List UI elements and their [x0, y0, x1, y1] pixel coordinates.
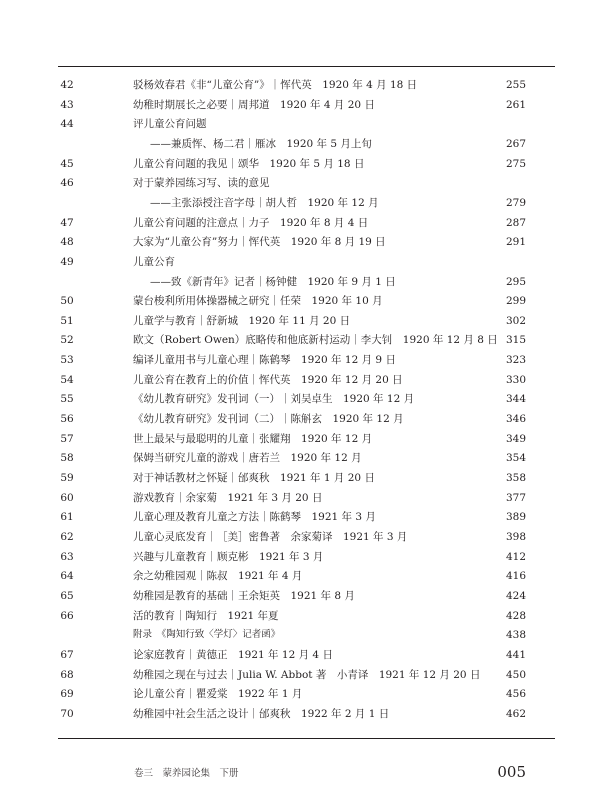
entry-page: 412 — [505, 550, 526, 563]
footer-page-number: 005 — [497, 763, 526, 781]
toc-entry — [0, 115, 613, 133]
toc-entry — [0, 351, 613, 369]
entry-number: 47 — [60, 216, 74, 229]
toc-entry — [0, 449, 613, 467]
entry-page: 275 — [505, 157, 526, 170]
entry-title: 驳杨效春君《非“儿童公育”》｜恽代英 1920 年 4 月 18 日 — [133, 79, 418, 91]
entry-page: 330 — [505, 373, 526, 386]
entry-number: 66 — [60, 609, 74, 622]
entry-page: 267 — [505, 137, 526, 150]
entry-title: 大家为“儿童公育”努力｜恽代英 1920 年 8 月 19 日 — [133, 236, 386, 249]
entry-page: 441 — [505, 648, 526, 661]
toc-entry — [0, 567, 613, 585]
entry-page: 279 — [505, 196, 526, 209]
toc-entry — [0, 626, 613, 644]
entry-number: 53 — [60, 354, 74, 367]
entry-number: 49 — [60, 255, 74, 268]
entry-page: 389 — [505, 511, 526, 524]
entry-title: 对于神话教材之怀疑｜邰爽秋 1921 年 1 月 20 日 — [133, 472, 375, 484]
toc-entry — [0, 155, 613, 173]
entry-number: 61 — [60, 511, 74, 524]
toc-entry — [0, 214, 613, 232]
entry-page: 323 — [505, 354, 526, 367]
entry-page: 456 — [505, 688, 526, 701]
entry-number: 42 — [60, 79, 74, 91]
entry-number: 70 — [60, 707, 74, 720]
entry-number: 45 — [60, 157, 74, 170]
entry-title: 游戏教育｜余家菊 1921 年 3 月 20 日 — [133, 491, 323, 504]
entry-page: 291 — [505, 236, 526, 249]
toc-entry — [0, 292, 613, 310]
entry-number: 68 — [60, 668, 74, 681]
toc-entry — [0, 705, 613, 723]
entry-number: 59 — [60, 472, 74, 484]
entry-title: 儿童学与教育｜舒新城 1920 年 11 月 20 日 — [133, 314, 351, 327]
entry-title: 蒙台梭利所用体操器械之研究｜任荣 1920 年 10 月 — [133, 295, 383, 308]
entry-number: 56 — [60, 413, 74, 426]
entry-title: 儿童公育 — [133, 255, 175, 268]
entry-title: 世上最呆与最聪明的儿童｜张耀翔 1920 年 12 月 — [133, 432, 373, 445]
entry-page: 349 — [505, 432, 526, 445]
entry-title: 儿童心灵底发育｜［美］密鲁著 余家菊译 1921 年 3 月 — [133, 530, 408, 543]
entry-page: 315 — [505, 334, 526, 347]
entry-title: 儿童公育问题的我见｜颂华 1920 年 5 月 18 日 — [133, 157, 365, 170]
entry-title: 评儿童公育问题 — [133, 118, 207, 131]
entry-title: 对于蒙养园练习写、读的意见 — [133, 177, 270, 190]
toc-entry — [0, 489, 613, 507]
toc-entry — [0, 646, 613, 664]
entry-number: 48 — [60, 236, 74, 249]
entry-title: 《幼儿教育研究》发刊词（一）｜刘吴卓生 1920 年 12 月 — [133, 393, 415, 406]
entry-number: 43 — [60, 98, 74, 111]
entry-page: 398 — [505, 530, 526, 543]
entry-page: 344 — [505, 393, 526, 406]
bottom-rule — [58, 738, 555, 739]
toc-entry — [0, 76, 613, 94]
toc-entry — [0, 96, 613, 114]
entry-number: 52 — [60, 334, 74, 347]
entry-title: 欧文（Robert Owen）底略传和他底新村运动｜李大钊 1920 年 12 月 8 日 — [133, 334, 498, 347]
entry-page: 438 — [505, 629, 526, 642]
entry-number: 54 — [60, 373, 74, 386]
entry-page: 261 — [505, 98, 526, 111]
entry-title: 保姆当研究儿童的游戏｜唐若兰 1920 年 12 月 — [133, 452, 362, 465]
entry-number: 57 — [60, 432, 74, 445]
entry-page: 354 — [505, 452, 526, 465]
entry-number: 63 — [60, 550, 74, 563]
entry-page: 424 — [505, 589, 526, 602]
entry-page: 346 — [505, 413, 526, 426]
toc-entry — [0, 430, 613, 448]
entry-number: 51 — [60, 314, 74, 327]
entry-title: 兴趣与儿童教育｜顾克彬 1921 年 3 月 — [133, 550, 324, 563]
entry-subtitle: ——兼质恽、杨二君｜雁冰 1920 年 5 月上旬 — [150, 137, 372, 150]
toc-entry — [0, 135, 613, 153]
footer-volume-title: 卷三 蒙养园论集 下册 — [134, 768, 239, 779]
entry-subtitle: ——主张添授注音字母｜胡人哲 1920 年 12 月 — [150, 196, 379, 209]
toc-entry — [0, 607, 613, 625]
toc-entry — [0, 685, 613, 703]
entry-title: 儿童心理及教育儿童之方法｜陈鹤琴 1921 年 3 月 — [133, 511, 376, 524]
toc-entry — [0, 528, 613, 546]
entry-title: 编译儿童用书与儿童心理｜陈鹤琴 1920 年 12 月 9 日 — [133, 354, 396, 367]
entry-number: 58 — [60, 452, 74, 465]
entry-page: 302 — [505, 314, 526, 327]
toc-entry — [0, 508, 613, 526]
top-rule — [58, 66, 555, 67]
entry-page: 295 — [505, 275, 526, 288]
entry-title: 附录 《陶知行致〈学灯〉记者函》 — [133, 629, 281, 641]
toc-entry — [0, 548, 613, 566]
entry-title: 幼稚园是教育的基础｜王余矩英 1921 年 8 月 — [133, 589, 355, 602]
entry-title: 幼稚园之现在与过去｜Julia W. Abbot 著 小青译 1921 年 12 月 20 日 — [133, 668, 481, 681]
toc-entry — [0, 371, 613, 389]
entry-title: 论家庭教育｜黄德正 1921 年 12 月 4 日 — [133, 648, 333, 661]
toc-entry — [0, 273, 613, 291]
entry-number: 60 — [60, 491, 74, 504]
entry-title: 儿童公育问题的注意点｜力子 1920 年 8 月 4 日 — [133, 216, 369, 229]
toc-entry — [0, 233, 613, 251]
entry-number: 44 — [60, 118, 74, 131]
entry-page: 450 — [505, 668, 526, 681]
entry-page: 428 — [505, 609, 526, 622]
entry-number: 67 — [60, 648, 74, 661]
entry-page: 299 — [505, 295, 526, 308]
entry-title: 活的教育｜陶知行 1921 年夏 — [133, 609, 279, 622]
toc-entry — [0, 666, 613, 684]
entry-page: 377 — [505, 491, 526, 504]
entry-number: 55 — [60, 393, 74, 406]
entry-subtitle: ——致《新青年》记者｜杨钟健 1920 年 9 月 1 日 — [150, 275, 396, 288]
entry-title: 《幼儿教育研究》发刊词（二）｜陈斛玄 1920 年 12 月 — [133, 413, 404, 426]
toc-entry — [0, 331, 613, 349]
entry-number: 50 — [60, 295, 74, 308]
entry-number: 65 — [60, 589, 74, 602]
entry-number: 62 — [60, 530, 74, 543]
toc-entry — [0, 174, 613, 192]
entry-title: 幼稚时期展长之必要｜周邦道 1920 年 4 月 20 日 — [133, 98, 375, 111]
toc-entry — [0, 390, 613, 408]
toc-entry — [0, 587, 613, 605]
toc-entry — [0, 194, 613, 212]
entry-title: 论儿童公育｜瞿爱棠 1922 年 1 月 — [133, 688, 303, 701]
toc-entry — [0, 253, 613, 271]
entry-number: 69 — [60, 688, 74, 701]
entry-title: 幼稚园中社会生活之设计｜邰爽秋 1922 年 2 月 1 日 — [133, 707, 390, 720]
entry-number: 46 — [60, 177, 74, 190]
toc-entry — [0, 312, 613, 330]
entry-page: 358 — [505, 472, 526, 484]
entry-number: 64 — [60, 570, 74, 583]
entry-title: 余之幼稚园观｜陈叔 1921 年 4 月 — [133, 570, 303, 583]
toc-entry — [0, 469, 613, 487]
entry-page: 255 — [505, 79, 526, 91]
entry-title: 儿童公育在教育上的价值｜恽代英 1920 年 12 月 20 日 — [133, 373, 403, 386]
entry-page: 416 — [505, 570, 526, 583]
toc-entry — [0, 410, 613, 428]
entry-page: 287 — [505, 216, 526, 229]
entry-page: 462 — [505, 707, 526, 720]
